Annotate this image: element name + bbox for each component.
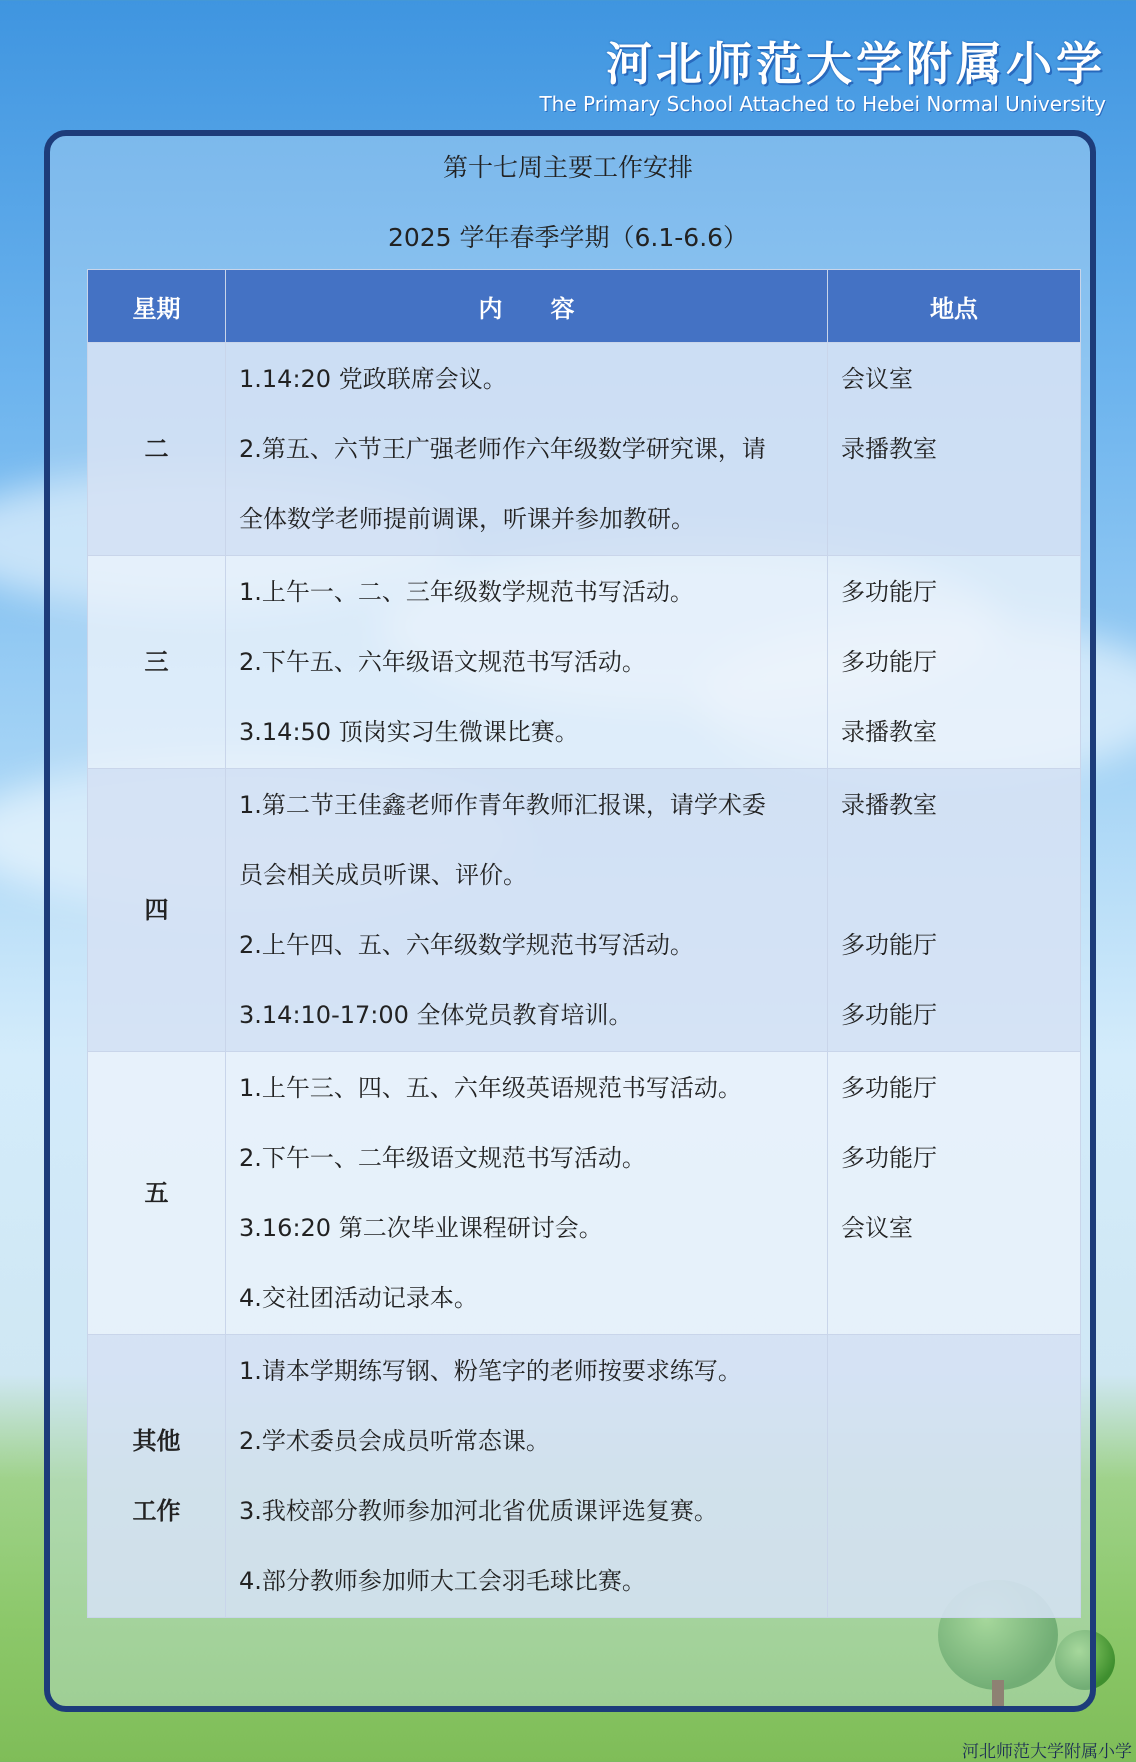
school-name-en: The Primary School Attached to Hebei Normal University	[539, 92, 1106, 116]
table-row	[88, 343, 1081, 556]
content-line: 1.上午三、四、五、六年级英语规范书写活动。	[239, 1074, 742, 1102]
location-line: 会议室	[841, 365, 913, 393]
header-content: 内 容	[226, 270, 828, 343]
content-line: 3.14:50 顶岗实习生微课比赛。	[239, 718, 579, 746]
content-line: 2.上午四、五、六年级数学规范书写活动。	[239, 931, 694, 959]
location-line: 多功能厅	[841, 1144, 937, 1172]
content-line: 全体数学老师提前调课，听课并参加教研。	[239, 505, 695, 533]
day-label: 三	[144, 648, 169, 676]
day-cell	[88, 556, 226, 769]
content-cell	[226, 1052, 828, 1335]
footer-watermark: 河北师范大学附属小学	[962, 1742, 1132, 1762]
day-cell	[88, 1052, 226, 1335]
location-line	[829, 484, 1079, 554]
day-label: 其他	[132, 1427, 181, 1455]
location-cell	[828, 343, 1081, 556]
table-header-row	[88, 270, 1081, 343]
day-label: 工作	[132, 1497, 181, 1525]
location-line: 多功能厅	[841, 648, 937, 676]
table-row	[88, 1335, 1081, 1618]
document-subtitle: 2025 学年春季学期（6.1-6.6）	[387, 223, 749, 252]
content-line: 1.14:20 党政联席会议。	[239, 365, 507, 393]
content-line: 2.学术委员会成员听常态课。	[239, 1427, 550, 1455]
location-line	[829, 1406, 1079, 1476]
table-row	[88, 769, 1081, 1052]
location-line: 多功能厅	[841, 578, 937, 606]
day-cell	[88, 343, 226, 556]
table-row	[88, 556, 1081, 769]
content-line: 2.下午一、二年级语文规范书写活动。	[239, 1144, 646, 1172]
location-line: 多功能厅	[841, 1074, 937, 1102]
location-line: 会议室	[841, 1214, 913, 1242]
document-title: 第十七周主要工作安排	[442, 153, 693, 182]
content-cell	[226, 769, 828, 1052]
location-line	[829, 1336, 1079, 1406]
content-cell	[226, 1335, 828, 1618]
content-cell	[226, 343, 828, 556]
day-cell	[88, 1335, 226, 1618]
day-cell	[88, 769, 226, 1052]
day-label: 五	[144, 1179, 169, 1207]
location-cell	[828, 769, 1081, 1052]
content-line: 4.部分教师参加师大工会羽毛球比赛。	[239, 1567, 646, 1595]
header-day: 星期	[88, 270, 226, 343]
location-line	[829, 840, 1079, 910]
content-line: 4.交社团活动记录本。	[239, 1284, 478, 1312]
content-line: 3.16:20 第二次毕业课程研讨会。	[239, 1214, 603, 1242]
content-line: 2.下午五、六年级语文规范书写活动。	[239, 648, 646, 676]
day-label: 二	[144, 435, 169, 463]
location-line	[829, 1263, 1079, 1333]
content-cell	[226, 556, 828, 769]
school-header	[539, 28, 1106, 116]
content-line: 3.我校部分教师参加河北省优质课评选复赛。	[239, 1497, 718, 1525]
content-line: 员会相关成员听课、评价。	[239, 861, 527, 889]
location-line	[829, 1476, 1079, 1546]
content-line: 1.上午一、二、三年级数学规范书写活动。	[239, 578, 694, 606]
header-location: 地点	[828, 270, 1081, 343]
day-label: 四	[144, 896, 169, 924]
table-row	[88, 1052, 1081, 1335]
location-line: 多功能厅	[841, 1001, 937, 1029]
content-line: 3.14:10-17:00 全体党员教育培训。	[239, 1001, 633, 1029]
location-line: 多功能厅	[841, 931, 937, 959]
schedule-table	[87, 269, 1081, 1618]
location-line: 录播教室	[841, 718, 937, 746]
location-line	[829, 1546, 1079, 1616]
location-line: 录播教室	[841, 791, 937, 819]
location-line: 录播教室	[841, 435, 937, 463]
content-line: 1.第二节王佳鑫老师作青年教师汇报课，请学术委	[239, 791, 766, 819]
content-line: 2.第五、六节王广强老师作六年级数学研究课，请	[239, 435, 766, 463]
location-cell	[828, 556, 1081, 769]
school-name-cn: 河北师范大学附属小学	[606, 37, 1106, 91]
location-cell	[828, 1335, 1081, 1618]
location-cell	[828, 1052, 1081, 1335]
content-line: 1.请本学期练写钢、粉笔字的老师按要求练写。	[239, 1357, 742, 1385]
